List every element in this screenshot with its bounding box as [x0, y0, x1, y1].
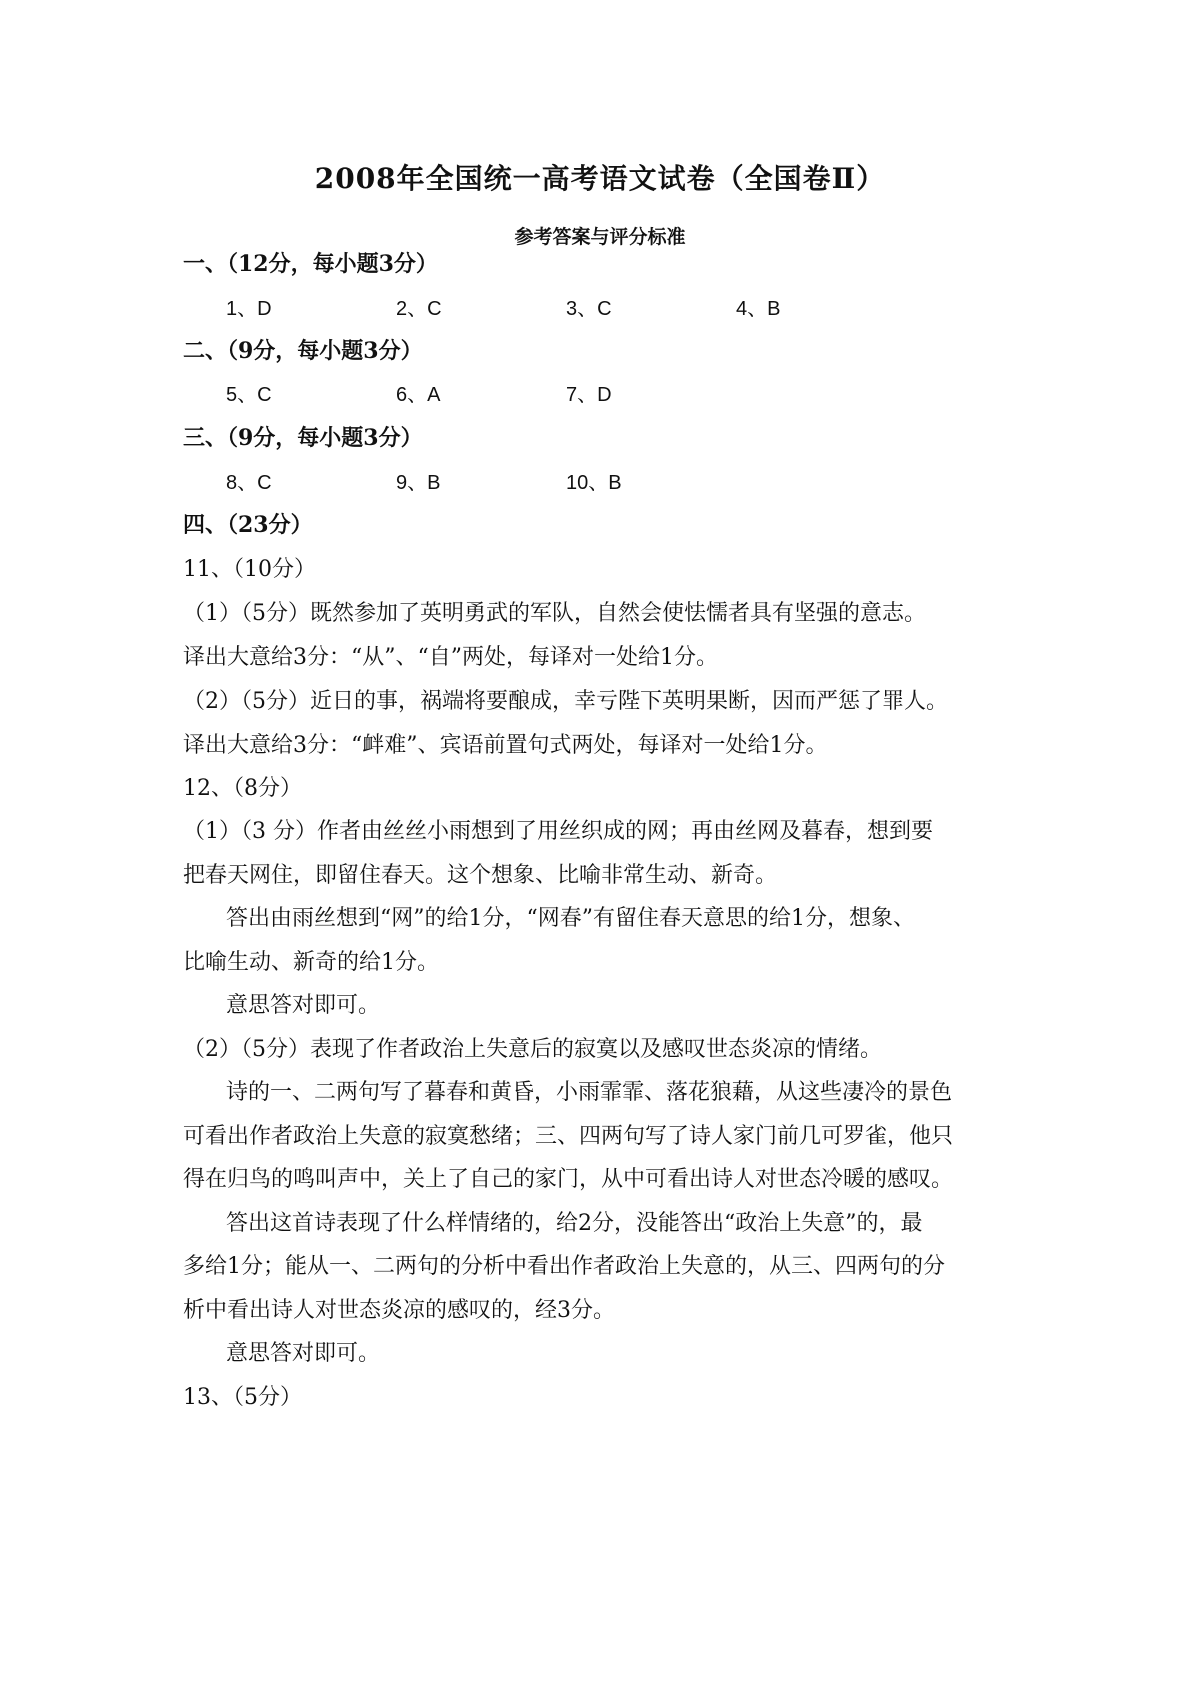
q12-part2-line3: 得在归鸟的鸣叫声中，关上了自己的家门，从中可看出诗人对世态冷暖的感叹。: [183, 1167, 954, 1192]
q12-part2-line1: 诗的一、二两句写了暮春和黄昏，小雨霏霏、落花狼藉，从这些凄冷的景色: [226, 1080, 953, 1105]
section-2-answers: [226, 378, 736, 407]
q12-part2-score-line2: 多给1分；能从一、二两句的分析中看出作者政治上失意的，从三、四两句的分: [183, 1254, 945, 1279]
answer-3: 3、C: [566, 298, 612, 320]
q11-part2: （2）（5分）近日的事，祸端将要酿成，幸亏陛下英明果断，因而严惩了罪人。: [183, 689, 948, 714]
q12-part2-note: 意思答对即可。: [226, 1341, 381, 1366]
q12-part2: （2）（5分）表现了作者政治上失意后的寂寞以及感叹世态炎凉的情绪。: [183, 1037, 882, 1062]
q11-part2-score: 译出大意给3分：“衅难”、宾语前置句式两处，每译对一处给1分。: [183, 733, 828, 758]
answer-2: 2、C: [396, 298, 442, 320]
section-3-answers: [226, 466, 736, 495]
q12-part1-score-line1: 答出由雨丝想到“网”的给1分，“网春”有留住春天意思的给1分，想象、: [226, 906, 915, 931]
q12-part2-score-line1: 答出这首诗表现了什么样情绪的，给2分，没能答出“政治上失意”的，最: [226, 1211, 923, 1236]
q12-part1-line1: （1）（3 分）作者由丝丝小雨想到了用丝织成的网；再由丝网及暮春，想到要: [183, 819, 933, 844]
section-1-answers: [226, 292, 906, 321]
answer-4: 4、B: [736, 298, 781, 320]
section-3-heading: 三、（9分，每小题3分）: [183, 425, 423, 451]
section-1-heading: 一、（12分，每小题3分）: [183, 251, 438, 277]
answer-1: 1、D: [226, 298, 272, 320]
q11-heading: 11、（10分）: [183, 557, 316, 582]
q12-part2-score-line3: 析中看出诗人对世态炎凉的感叹的，经3分。: [183, 1298, 615, 1323]
page-subtitle: 参考答案与评分标准: [514, 226, 686, 248]
q12-heading: 12、（8分）: [183, 776, 302, 801]
q12-part1-score-line2: 比喻生动、新奇的给1分。: [183, 950, 439, 975]
q12-part1-note: 意思答对即可。: [226, 993, 381, 1018]
section-2-heading: 二、（9分，每小题3分）: [183, 338, 423, 364]
q11-part1-score: 译出大意给3分：“从”、“自”两处，每译对一处给1分。: [183, 645, 718, 670]
q12-part1-line2: 把春天网住，即留住春天。这个想象、比喻非常生动、新奇。: [183, 863, 778, 888]
answer-7: 7、D: [566, 384, 612, 406]
answer-10: 10、B: [566, 472, 622, 494]
page-title: 2008年全国统一高考语文试卷（全国卷Ⅱ）: [314, 162, 886, 195]
answer-6: 6、A: [396, 384, 441, 406]
answer-8: 8、C: [226, 472, 272, 494]
answer-9: 9、B: [396, 472, 441, 494]
q12-part2-line2: 可看出作者政治上失意的寂寞愁绪；三、四两句写了诗人家门前几可罗雀，他只: [183, 1124, 954, 1149]
answer-5: 5、C: [226, 384, 272, 406]
q11-part1: （1）（5分）既然参加了英明勇武的军队，自然会使怯懦者具有坚强的意志。: [183, 601, 926, 626]
q13-heading: 13、（5分）: [183, 1385, 302, 1410]
section-4-heading: 四、（23分）: [183, 512, 313, 538]
